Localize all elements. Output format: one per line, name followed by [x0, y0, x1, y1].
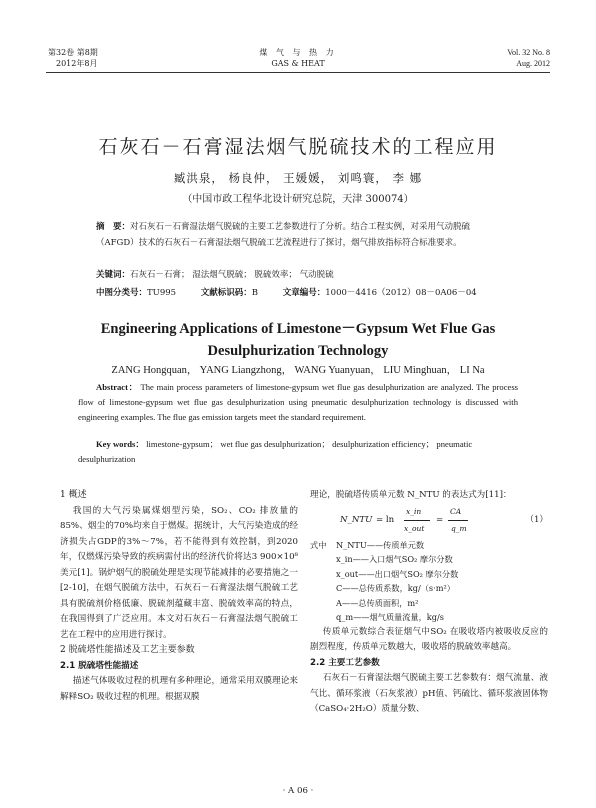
definition-row: 式中 N_NTU——传质单元数: [310, 538, 548, 553]
definition-row: A——总传质面积，m²: [336, 597, 419, 608]
variable-definitions: [310, 538, 548, 625]
classification-line: [96, 286, 526, 298]
left-column: [60, 488, 298, 705]
eq-frac2-num: CA: [450, 506, 462, 516]
article-number-label: 文章编号：: [282, 288, 326, 298]
eq-equals: =: [436, 514, 444, 525]
abstract-en-text: The main process parameters of limestone-gypsum wet flue gas desulphurization are analyzed. The process flow of limestone-gypsum wet flue gas desulphurization using pneumatic desulphurization technology is discussed with engineering examples. The flue gas emission targets meet the standard requirement.: [78, 382, 519, 422]
pub-date: 2012年8月: [56, 59, 98, 68]
journal-name-cn: 煤 气 与 热 力: [259, 48, 337, 57]
keywords-cn-text: 石灰石－石膏； 湿法烟气脱硫； 脱硫效率； 气动脱硫: [130, 270, 334, 280]
keywords-cn-label: 关键词：: [96, 270, 131, 280]
keywords-cn: [96, 268, 504, 280]
right-column: [310, 488, 548, 718]
eq-frac1-num: x_in: [406, 506, 422, 516]
subsection-2-1-heading: 2.1 脱硫塔性能描述: [60, 660, 139, 671]
author-list-en: ZANG Hongquan， YANG Liangzhong， WANG Yuanyuan， LIU Minghuan， LI Na: [111, 365, 485, 376]
journal-name-en: GAS & HEAT: [271, 59, 325, 68]
eq-frac2-den: q_m: [451, 523, 467, 533]
abstract-cn-text: 对石灰石－石膏湿法烟气脱硫的主要工艺参数进行了分析。结合工程实例，对采用气动脱硫（AFGD）技术的石灰石－石膏湿法烟气脱硫工艺流程进行了探讨，烟气排放指标符合标准要求。: [96, 222, 471, 248]
section-1-heading: 1 概述: [60, 490, 87, 500]
eq-frac1-den: x_out: [404, 523, 425, 533]
equation-1: [310, 504, 548, 538]
clc-label: 中图分类号：: [96, 288, 148, 298]
author-list: 臧洪泉， 杨良仲， 王媛媛， 刘鸣寰， 李 娜: [173, 171, 423, 185]
header-rule: [46, 72, 550, 73]
abstract-en: [78, 380, 518, 425]
eq-ln: = ln: [376, 514, 395, 525]
affiliation: （中国市政工程华北设计研究总院，天津 300074）: [182, 194, 414, 205]
pub-date-en: Aug. 2012: [516, 59, 550, 68]
paper-title: 石灰石－石膏湿法烟气脱硫技术的工程应用: [98, 136, 498, 158]
eq-lhs: N_NTU: [340, 514, 373, 525]
intro-paragraph: 我国的大气污染属煤烟型污染，SO₂、CO₂ 排放量的85%、烟尘的70%均来自于燃煤。据统计，大气污染造成的经济损失占GDP的3%～7%，若不能得到有效控制，到2020年，仅燃煤污染导致的疾病需付出的经济代价将达3 900×10⁸ 美元[1]。锅炉烟气的脱硫处理是实现节能减排的必要措施之一[2-10]，在烟气脱硫方法中，石灰石－石膏湿法烟气脱硫工艺具有脱硫剂价格低廉、脱硫剂蕴藏丰富、脱硫效率高的特点，在我国得到了广泛应用。本文对石灰石－石膏湿法烟气脱硫工艺在工程中的应用进行探讨。: [60, 505, 298, 640]
section-2-1-paragraph: 描述气体吸收过程的机理有多种理论，通常采用双膜理论来解释SO₂ 吸收过程的机理。根据双膜: [60, 676, 298, 702]
clc-code: TU995: [147, 288, 177, 298]
volume-issue: 第32卷 第8期: [48, 48, 98, 57]
definition-row: x_in——入口烟气SO₂ 摩尔分数: [336, 554, 453, 564]
keywords-en-text: limestone-gypsum； wet flue gas desulphurization； desulphurization efficiency； pneumatic desulphurization: [78, 439, 473, 464]
doc-code: B: [251, 288, 259, 298]
header-right: [507, 47, 550, 69]
process-parameters-paragraph: 石灰石－石膏湿法烟气脱硫主要工艺参数有：烟气流量、液气比、循环浆液（石灰浆液）pH值、钙硫比、循环浆液固体物（CaSO₄·2H₂O）质量分数、: [310, 673, 548, 714]
paper-title-en: Engineering Applications of Limestone－Gypsum Wet Flue Gas Desulphurization Technology: [100, 321, 496, 359]
definition-row: q_m——烟气质量流量，kg/s: [336, 612, 444, 622]
equation-number: （1）: [525, 514, 548, 525]
abstract-cn-label: 摘 要：: [96, 222, 131, 232]
ntu-paragraph: 传质单元数综合表征烟气中SO₂ 在吸收塔内被吸收反应的剧烈程度，传质单元数越大，吸收塔的脱硫效率越高。: [310, 626, 548, 652]
volume-issue-en: Vol. 32 No. 8: [507, 48, 550, 57]
section-2-heading: 2 脱硫塔性能描述及工艺主要参数: [60, 645, 195, 655]
keywords-en-label: Key words：: [96, 439, 144, 449]
abstract-cn: [96, 220, 504, 251]
keywords-en: [78, 437, 518, 467]
doc-code-label: 文献标识码：: [200, 288, 252, 298]
formula-intro: 理论，脱硫塔传质单元数 N_NTU 的表达式为[11]：: [310, 490, 512, 500]
subsection-2-2-heading: 2.2 主要工艺参数: [310, 657, 380, 668]
definition-row: C——总传质系数，kg/（s·m²）: [336, 583, 455, 593]
page-number: · A 06 ·: [282, 786, 314, 796]
where-label: 式中: [310, 539, 327, 550]
definition-row: x_out——出口烟气SO₂ 摩尔分数: [336, 568, 459, 579]
abstract-en-label: Abstract：: [96, 382, 138, 392]
article-number: 1000－4416（2012）08－0A06－04: [325, 288, 477, 298]
